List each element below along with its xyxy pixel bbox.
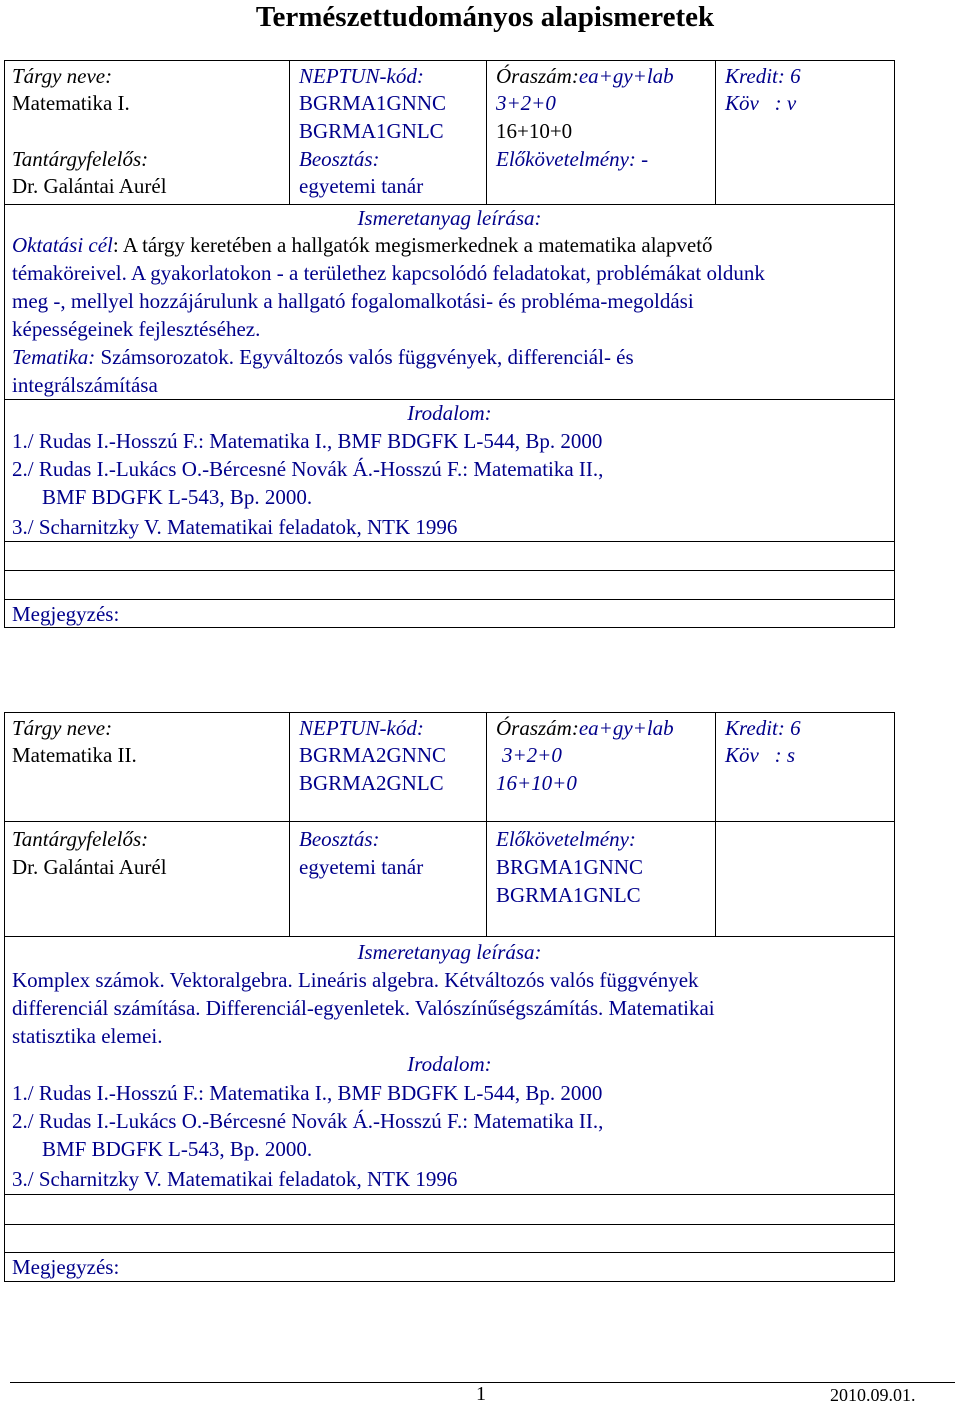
literature-item-1: 1./ Rudas I.-Hosszú F.: Matematika I., BMF BDGFK L-544, Bp. 2000 xyxy=(12,429,603,453)
knowledge-label: Ismeretanyag leírása: xyxy=(357,940,542,964)
description-line-3: meg -, mellyel hozzájárulunk a hallgató fogalomalkotási- és probléma-megoldási xyxy=(12,289,694,313)
responsible-name: Dr. Galántai Aurél xyxy=(12,174,167,198)
hours-full-time: 3+2+0 xyxy=(502,743,562,767)
description-line-2: differenciál számítása. Differenciál-egyenletek. Valószínűségszámítás. Matematikai xyxy=(12,996,715,1020)
hours-part-time: 16+10+0 xyxy=(496,771,577,795)
credit-label: Kredit: 6 xyxy=(725,64,801,88)
notes-label: Megjegyzés: xyxy=(12,1255,120,1279)
hours-label: Óraszám:ea+gy+lab xyxy=(496,64,674,88)
description-line-2: témaköreivel. A gyakorlatokon - a területhez kapcsolódó feladatokat, problémákat oldunk xyxy=(12,261,765,285)
kov-label: Köv : s xyxy=(725,743,795,767)
neptun-code-1: BGRMA2GNNC xyxy=(299,743,447,767)
subject-name-label: Tárgy neve: xyxy=(12,64,113,88)
prereq-code-2: BGRMA1GNLC xyxy=(496,883,641,907)
responsible-label: Tantárgyfelelős: xyxy=(12,827,149,851)
description-line-3: statisztika elemei. xyxy=(12,1024,163,1048)
position: egyetemi tanár xyxy=(299,855,424,879)
neptun-code-2: BGRMA1GNLC xyxy=(299,119,444,143)
position-label: Beosztás: xyxy=(299,147,380,171)
literature-item-2-cont: BMF BDGFK L-543, Bp. 2000. xyxy=(42,485,313,509)
topics-line-2: integrálszámítása xyxy=(12,373,158,397)
literature-item-2-cont: BMF BDGFK L-543, Bp. 2000. xyxy=(42,1137,313,1161)
neptun-code-1: BGRMA1GNNC xyxy=(299,91,447,115)
literature-item-3: 3./ Scharnitzky V. Matematikai feladatok, NTK 1996 xyxy=(12,1167,458,1191)
subject-name: Matematika I. xyxy=(12,91,130,115)
description-line-1: Oktatási cél: A tárgy keretében a hallgatók megismerkednek a matematika alapvető xyxy=(12,233,713,257)
position-label: Beosztás: xyxy=(299,827,380,851)
credit-label: Kredit: 6 xyxy=(725,716,801,740)
description-line-4: képességeinek fejlesztéséhez. xyxy=(12,317,261,341)
hours-full-time: 3+2+0 xyxy=(496,91,556,115)
kov-label: Köv : v xyxy=(725,91,797,115)
neptun-code-2: BGRMA2GNLC xyxy=(299,771,444,795)
page-number: 1 xyxy=(476,1383,486,1405)
hours-label: Óraszám:ea+gy+lab xyxy=(496,716,674,740)
description-line-1: Komplex számok. Vektoralgebra. Lineáris algebra. Kétváltozós valós függvények xyxy=(12,968,699,992)
subject-name-label: Tárgy neve: xyxy=(12,716,113,740)
neptun-label: NEPTUN-kód: xyxy=(299,716,424,740)
literature-item-2: 2./ Rudas I.-Lukács O.-Bércesné Novák Á.-Hosszú F.: Matematika II., xyxy=(12,1109,604,1133)
document-title: Természettudományos alapismeretek xyxy=(255,1,715,33)
subject-name: Matematika II. xyxy=(12,743,137,767)
neptun-label: NEPTUN-kód: xyxy=(299,64,424,88)
position: egyetemi tanár xyxy=(299,174,424,198)
prereq-code-1: BRGMA1GNNC xyxy=(496,855,644,879)
literature-item-1: 1./ Rudas I.-Hosszú F.: Matematika I., BMF BDGFK L-544, Bp. 2000 xyxy=(12,1081,603,1105)
literature-item-3: 3./ Scharnitzky V. Matematikai feladatok, NTK 1996 xyxy=(12,515,458,539)
literature-label: Irodalom: xyxy=(407,401,492,425)
hours-part-time: 16+10+0 xyxy=(496,119,573,143)
literature-item-2: 2./ Rudas I.-Lukács O.-Bércesné Novák Á.-Hosszú F.: Matematika II., xyxy=(12,457,604,481)
responsible-name: Dr. Galántai Aurél xyxy=(12,855,167,879)
notes-label: Megjegyzés: xyxy=(12,602,120,626)
literature-label: Irodalom: xyxy=(407,1052,492,1076)
knowledge-label: Ismeretanyag leírása: xyxy=(357,206,542,230)
prereq-label: Előkövetelmény: xyxy=(496,827,636,851)
prereq-label: Előkövetelmény: - xyxy=(496,147,649,171)
responsible-label: Tantárgyfelelős: xyxy=(12,147,149,171)
footer-date: 2010.09.01. xyxy=(830,1385,916,1405)
topics-line-1: Tematika: Számsorozatok. Egyváltozós valós függvények, differenciál- és xyxy=(12,345,634,369)
